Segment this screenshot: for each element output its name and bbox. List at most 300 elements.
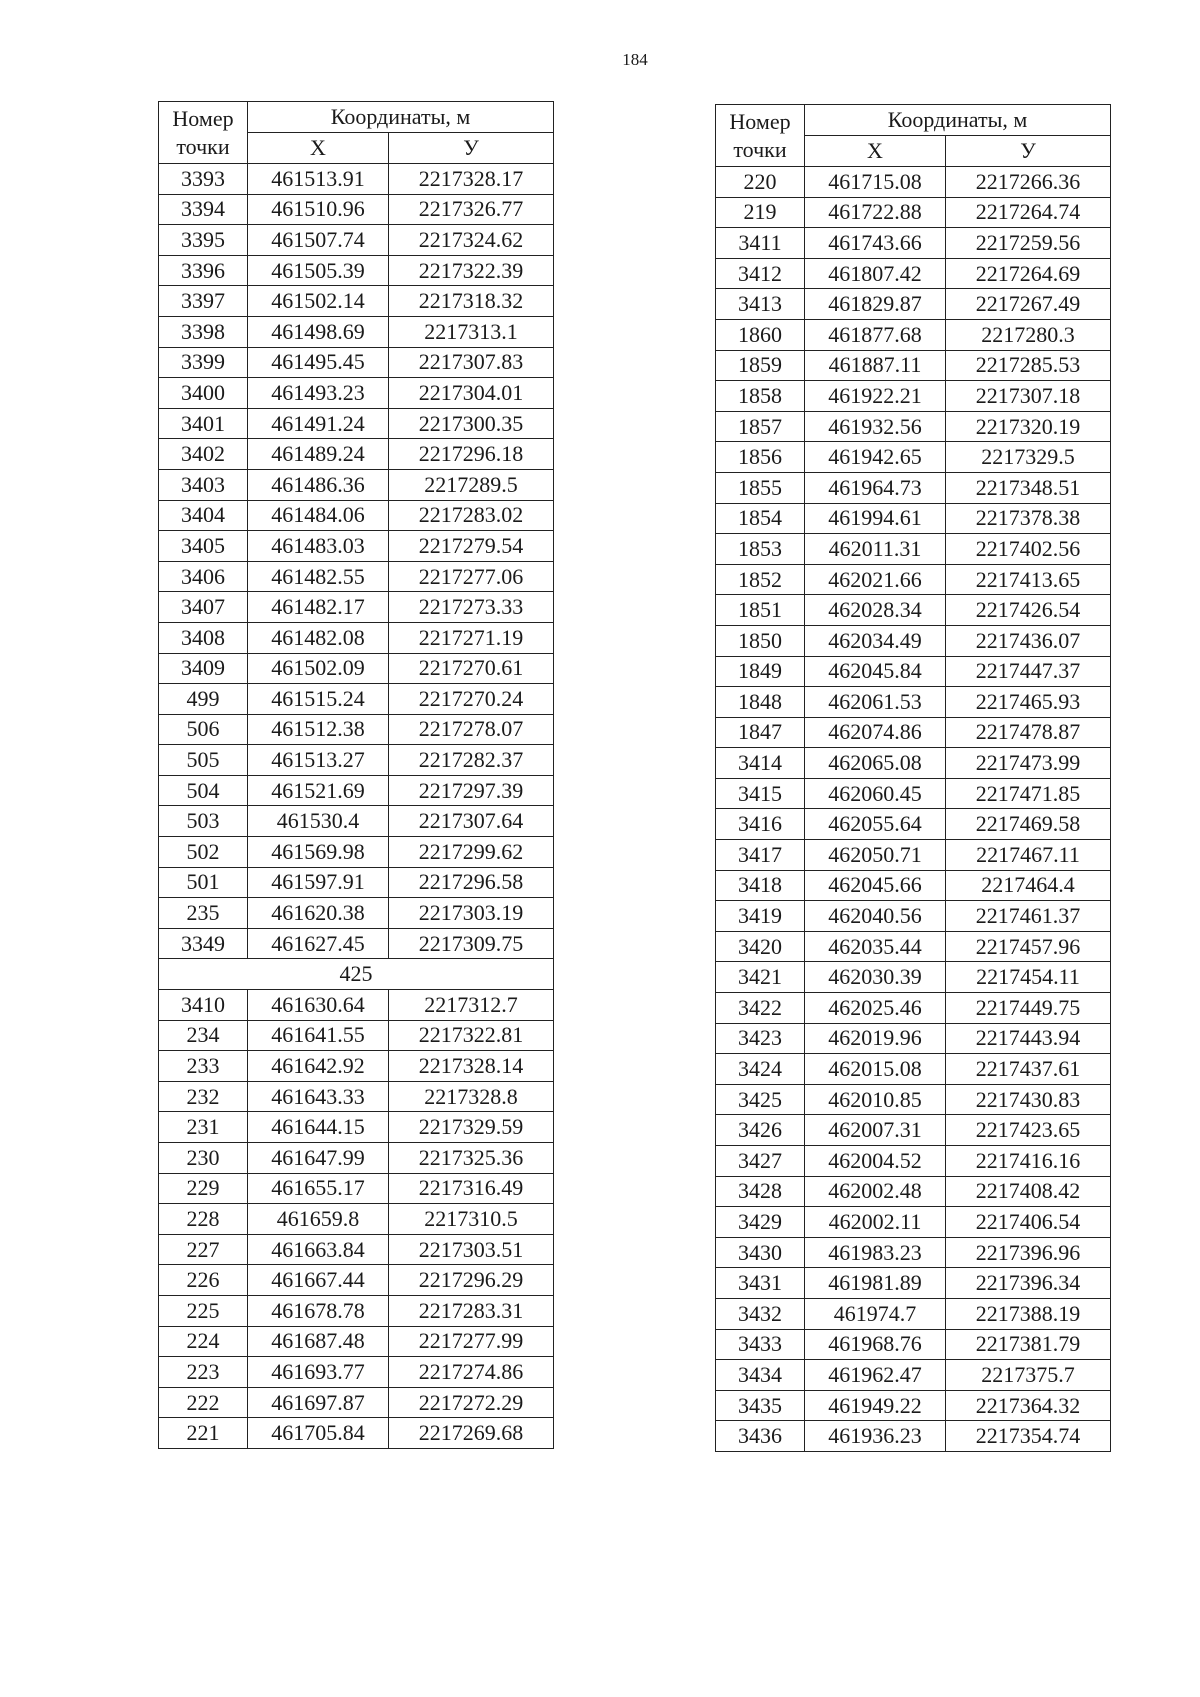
point-header-line2: точки: [733, 136, 787, 162]
y-coordinate-cell: 2217277.99: [389, 1326, 554, 1357]
point-number-cell: 231: [159, 1112, 248, 1143]
x-coordinate-cell: 462034.49: [805, 625, 946, 656]
table-row: [159, 561, 554, 592]
y-coordinate-cell: 2217272.29: [389, 1387, 554, 1418]
y-coordinate-cell: 2217296.58: [389, 867, 554, 898]
table-row: [716, 595, 1111, 626]
y-coordinate-cell: 2217447.37: [946, 656, 1111, 687]
x-coordinate-cell: 461936.23: [805, 1421, 946, 1452]
point-number-cell: 3430: [716, 1237, 805, 1268]
table-row: [716, 1023, 1111, 1054]
table-row: [159, 1387, 554, 1418]
table-row: [716, 1146, 1111, 1177]
y-coordinate-cell: 2217328.17: [389, 164, 554, 195]
x-coordinate-cell: 461498.69: [248, 316, 389, 347]
point-number-cell: 3423: [716, 1023, 805, 1054]
point-number-cell: 3418: [716, 870, 805, 901]
table-row: [716, 197, 1111, 228]
table-row: [716, 1298, 1111, 1329]
point-number-cell: 219: [716, 197, 805, 228]
table-row: [159, 775, 554, 806]
point-number-cell: 3435: [716, 1390, 805, 1421]
x-coordinate-cell: 462055.64: [805, 809, 946, 840]
point-number-cell: 3436: [716, 1421, 805, 1452]
x-coordinate-cell: 461642.92: [248, 1051, 389, 1082]
x-coordinate-cell: 461507.74: [248, 225, 389, 256]
y-coordinate-cell: 2217278.07: [389, 714, 554, 745]
x-coordinate-cell: 462025.46: [805, 993, 946, 1024]
point-number-cell: 3429: [716, 1207, 805, 1238]
table-row: [716, 748, 1111, 779]
y-coordinate-cell: 2217283.02: [389, 500, 554, 531]
x-coordinate-cell: 461530.4: [248, 806, 389, 837]
y-coordinate-cell: 2217443.94: [946, 1023, 1111, 1054]
table-row: [159, 316, 554, 347]
y-coordinate-cell: 2217316.49: [389, 1173, 554, 1204]
y-coordinate-cell: 2217280.3: [946, 319, 1111, 350]
y-coordinate-cell: 2217296.29: [389, 1265, 554, 1296]
point-number-cell: 226: [159, 1265, 248, 1296]
point-number-cell: 229: [159, 1173, 248, 1204]
table-row: [716, 656, 1111, 687]
point-number-cell: 3431: [716, 1268, 805, 1299]
x-coordinate-cell: 461510.96: [248, 194, 389, 225]
point-number-cell: 224: [159, 1326, 248, 1357]
table-row: [716, 1237, 1111, 1268]
point-number-cell: 3404: [159, 500, 248, 531]
table-row: [716, 870, 1111, 901]
y-coordinate-cell: 2217396.34: [946, 1268, 1111, 1299]
y-coordinate-cell: 2217300.35: [389, 408, 554, 439]
table-row: [159, 1418, 554, 1449]
point-number-cell: 221: [159, 1418, 248, 1449]
y-coordinate-cell: 2217307.83: [389, 347, 554, 378]
y-coordinate-cell: 2217408.42: [946, 1176, 1111, 1207]
y-coordinate-cell: 2217318.32: [389, 286, 554, 317]
table-row: [159, 347, 554, 378]
y-coordinate-cell: 2217354.74: [946, 1421, 1111, 1452]
x-coordinate-cell: 462074.86: [805, 717, 946, 748]
point-number-cell: 3410: [159, 990, 248, 1021]
x-coordinate-cell: 462040.56: [805, 901, 946, 932]
x-coordinate-cell: 462007.31: [805, 1115, 946, 1146]
table-row: [716, 687, 1111, 718]
table-row: [159, 653, 554, 684]
point-number-cell: 502: [159, 837, 248, 868]
y-coordinate-cell: 2217328.14: [389, 1051, 554, 1082]
point-header-line1: Номер: [729, 108, 791, 134]
y-coordinate-cell: 2217322.39: [389, 255, 554, 286]
point-number-cell: 501: [159, 867, 248, 898]
x-coordinate-cell: 461659.8: [248, 1204, 389, 1235]
x-coordinate-cell: 462002.48: [805, 1176, 946, 1207]
table-row: [159, 1081, 554, 1112]
y-coordinate-cell: 2217266.36: [946, 167, 1111, 198]
table-row: [716, 258, 1111, 289]
y-coordinate-cell: 2217406.54: [946, 1207, 1111, 1238]
table-row: [159, 592, 554, 623]
x-coordinate-cell: 461942.65: [805, 442, 946, 473]
point-number-cell: 3397: [159, 286, 248, 317]
y-coordinate-cell: 2217273.33: [389, 592, 554, 623]
table-row: [159, 286, 554, 317]
x-coordinate-cell: 461505.39: [248, 255, 389, 286]
table-row: [716, 993, 1111, 1024]
y-coordinate-cell: 2217464.4: [946, 870, 1111, 901]
table-row: [716, 1268, 1111, 1299]
x-coordinate-cell: 462030.39: [805, 962, 946, 993]
x-coordinate-cell: 462065.08: [805, 748, 946, 779]
coordinates-table-left: [158, 101, 554, 1449]
point-number-cell: 1854: [716, 503, 805, 534]
point-number-cell: 3395: [159, 225, 248, 256]
y-coordinate-cell: 2217388.19: [946, 1298, 1111, 1329]
point-number-cell: 3428: [716, 1176, 805, 1207]
x-coordinate-cell: 461974.7: [805, 1298, 946, 1329]
x-coordinate-cell: 461932.56: [805, 411, 946, 442]
table-row: [159, 1234, 554, 1265]
x-coordinate-cell: 461663.84: [248, 1234, 389, 1265]
y-coordinate-cell: 2217269.68: [389, 1418, 554, 1449]
y-coordinate-cell: 2217413.65: [946, 564, 1111, 595]
x-coordinate-cell: 462028.34: [805, 595, 946, 626]
point-number-header: [716, 105, 805, 167]
table-row: [716, 1390, 1111, 1421]
x-coordinate-cell: 462045.66: [805, 870, 946, 901]
point-number-cell: 1848: [716, 687, 805, 718]
point-number-cell: 3413: [716, 289, 805, 320]
x-coordinate-cell: 461502.09: [248, 653, 389, 684]
table-row: [716, 442, 1111, 473]
table-row: [159, 1143, 554, 1174]
x-coordinate-cell: 462045.84: [805, 656, 946, 687]
x-coordinate-cell: 461829.87: [805, 289, 946, 320]
point-number-cell: 3434: [716, 1360, 805, 1391]
table-row: [159, 745, 554, 776]
point-number-cell: 3402: [159, 439, 248, 470]
table-row: [716, 350, 1111, 381]
x-coordinate-cell: 461515.24: [248, 684, 389, 715]
point-number-cell: 3433: [716, 1329, 805, 1360]
y-coordinate-cell: 2217457.96: [946, 931, 1111, 962]
x-coordinate-cell: 461482.55: [248, 561, 389, 592]
y-coordinate-cell: 2217461.37: [946, 901, 1111, 932]
x-coordinate-cell: 461994.61: [805, 503, 946, 534]
point-number-cell: 1858: [716, 381, 805, 412]
point-number-cell: 1850: [716, 625, 805, 656]
point-number-cell: 3400: [159, 378, 248, 409]
point-number-cell: 3394: [159, 194, 248, 225]
y-coordinate-cell: 2217436.07: [946, 625, 1111, 656]
point-number-cell: 3417: [716, 840, 805, 871]
x-coordinate-cell: 461512.38: [248, 714, 389, 745]
point-number-cell: 3396: [159, 255, 248, 286]
table-row: [716, 167, 1111, 198]
point-number-cell: 3408: [159, 622, 248, 653]
x-coordinate-cell: 461489.24: [248, 439, 389, 470]
point-number-cell: 1859: [716, 350, 805, 381]
y-coordinate-cell: 2217289.5: [389, 469, 554, 500]
x-coordinate-cell: 461715.08: [805, 167, 946, 198]
table-row: [716, 289, 1111, 320]
point-number-cell: 225: [159, 1295, 248, 1326]
table-row: [716, 778, 1111, 809]
point-number-cell: 505: [159, 745, 248, 776]
y-coordinate-cell: 2217449.75: [946, 993, 1111, 1024]
point-number-cell: 1855: [716, 472, 805, 503]
table-row: [159, 990, 554, 1021]
table-row: [159, 928, 554, 959]
y-coordinate-cell: 2217264.69: [946, 258, 1111, 289]
x-coordinate-cell: 461491.24: [248, 408, 389, 439]
table-row: [716, 319, 1111, 350]
x-coordinate-cell: 461922.21: [805, 381, 946, 412]
x-coordinate-cell: 461697.87: [248, 1387, 389, 1418]
coordinates-header: Координаты, м: [248, 102, 554, 133]
point-number-cell: 1857: [716, 411, 805, 442]
point-number-cell: 3401: [159, 408, 248, 439]
table-row: [159, 1020, 554, 1051]
y-coordinate-cell: 2217310.5: [389, 1204, 554, 1235]
point-number-cell: 233: [159, 1051, 248, 1082]
y-coordinate-cell: 2217467.11: [946, 840, 1111, 871]
x-coordinate-cell: 461678.78: [248, 1295, 389, 1326]
y-coordinate-cell: 2217478.87: [946, 717, 1111, 748]
point-number-cell: 1849: [716, 656, 805, 687]
y-coordinate-cell: 2217296.18: [389, 439, 554, 470]
x-coordinate-cell: 461722.88: [805, 197, 946, 228]
point-number-cell: 3399: [159, 347, 248, 378]
point-number-cell: 3427: [716, 1146, 805, 1177]
point-number-cell: 1856: [716, 442, 805, 473]
point-header-line1: Номер: [172, 105, 234, 131]
y-coordinate-cell: 2217282.37: [389, 745, 554, 776]
point-number-cell: 3405: [159, 531, 248, 562]
table-row: [159, 1204, 554, 1235]
point-number-cell: 223: [159, 1357, 248, 1388]
point-number-cell: 234: [159, 1020, 248, 1051]
point-header-line2: точки: [176, 133, 230, 159]
page-number: 184: [622, 50, 648, 69]
x-coordinate-cell: 462002.11: [805, 1207, 946, 1238]
x-coordinate-cell: 461486.36: [248, 469, 389, 500]
point-number-cell: 220: [716, 167, 805, 198]
x-coordinate-cell: 461981.89: [805, 1268, 946, 1299]
point-number-cell: 230: [159, 1143, 248, 1174]
point-number-cell: 3393: [159, 164, 248, 195]
point-number-cell: 506: [159, 714, 248, 745]
y-coordinate-cell: 2217304.01: [389, 378, 554, 409]
table-row: [159, 164, 554, 195]
table-row: [159, 714, 554, 745]
table-row: [716, 809, 1111, 840]
x-coordinate-cell: 461521.69: [248, 775, 389, 806]
y-coordinate-cell: 2217325.36: [389, 1143, 554, 1174]
table-row: [716, 381, 1111, 412]
table-row: [716, 840, 1111, 871]
y-coordinate-cell: 2217277.06: [389, 561, 554, 592]
y-coordinate-cell: 2217274.86: [389, 1357, 554, 1388]
y-coordinate-cell: 2217378.38: [946, 503, 1111, 534]
table-row: [159, 1265, 554, 1296]
x-coordinate-cell: 461482.08: [248, 622, 389, 653]
x-coordinate-cell: 461493.23: [248, 378, 389, 409]
y-coordinate-cell: 2217329.59: [389, 1112, 554, 1143]
y-coordinate-cell: 2217469.58: [946, 809, 1111, 840]
y-header: У: [389, 133, 554, 164]
y-coordinate-cell: 2217271.19: [389, 622, 554, 653]
y-coordinate-cell: 2217309.75: [389, 928, 554, 959]
x-coordinate-cell: 461627.45: [248, 928, 389, 959]
table-row: [159, 1357, 554, 1388]
table-row: [716, 1360, 1111, 1391]
table-row: [159, 1112, 554, 1143]
y-coordinate-cell: 2217322.81: [389, 1020, 554, 1051]
x-coordinate-cell: 461569.98: [248, 837, 389, 868]
table-row: [716, 1054, 1111, 1085]
point-number-cell: 3412: [716, 258, 805, 289]
table-row: [159, 898, 554, 929]
table-row: [716, 1115, 1111, 1146]
x-coordinate-cell: 461887.11: [805, 350, 946, 381]
table-row: [159, 1295, 554, 1326]
point-number-cell: 1860: [716, 319, 805, 350]
point-number-cell: 1853: [716, 534, 805, 565]
table-row: [716, 1176, 1111, 1207]
coordinates-header: Координаты, м: [805, 105, 1111, 136]
y-coordinate-cell: 2217320.19: [946, 411, 1111, 442]
table-row: [159, 378, 554, 409]
point-number-cell: 228: [159, 1204, 248, 1235]
x-coordinate-cell: 461513.91: [248, 164, 389, 195]
x-coordinate-cell: 461641.55: [248, 1020, 389, 1051]
point-number-cell: 3411: [716, 228, 805, 259]
table-row: [716, 1329, 1111, 1360]
y-coordinate-cell: 2217375.7: [946, 1360, 1111, 1391]
y-coordinate-cell: 2217324.62: [389, 225, 554, 256]
y-coordinate-cell: 2217283.31: [389, 1295, 554, 1326]
y-coordinate-cell: 2217326.77: [389, 194, 554, 225]
y-coordinate-cell: 2217267.49: [946, 289, 1111, 320]
table-row: [716, 962, 1111, 993]
coordinates-table-right: [715, 104, 1111, 1452]
y-coordinate-cell: 2217465.93: [946, 687, 1111, 718]
point-number-cell: 232: [159, 1081, 248, 1112]
y-coordinate-cell: 2217396.96: [946, 1237, 1111, 1268]
y-coordinate-cell: 2217471.85: [946, 778, 1111, 809]
point-number-cell: 3414: [716, 748, 805, 779]
x-coordinate-cell: 461693.77: [248, 1357, 389, 1388]
y-coordinate-cell: 2217437.61: [946, 1054, 1111, 1085]
point-number-cell: 3415: [716, 778, 805, 809]
point-number-cell: 1847: [716, 717, 805, 748]
y-coordinate-cell: 2217285.53: [946, 350, 1111, 381]
x-coordinate-cell: 462060.45: [805, 778, 946, 809]
point-number-header: [159, 102, 248, 164]
table-row: [159, 684, 554, 715]
y-coordinate-cell: 2217364.32: [946, 1390, 1111, 1421]
x-coordinate-cell: 461647.99: [248, 1143, 389, 1174]
table-row: [159, 531, 554, 562]
y-coordinate-cell: 2217381.79: [946, 1329, 1111, 1360]
table-row: [716, 564, 1111, 595]
x-coordinate-cell: 461620.38: [248, 898, 389, 929]
point-number-cell: 499: [159, 684, 248, 715]
table-body-left: [159, 164, 554, 1449]
table-row: [716, 1084, 1111, 1115]
table-row: [159, 439, 554, 470]
x-coordinate-cell: 462010.85: [805, 1084, 946, 1115]
y-coordinate-cell: 2217313.1: [389, 316, 554, 347]
y-coordinate-cell: 2217307.18: [946, 381, 1111, 412]
table-row: [716, 503, 1111, 534]
x-coordinate-cell: 461949.22: [805, 1390, 946, 1421]
table-row: [159, 225, 554, 256]
point-number-cell: 3426: [716, 1115, 805, 1146]
table-row: [716, 1421, 1111, 1452]
section-row: [159, 959, 554, 990]
table-row: [159, 867, 554, 898]
x-coordinate-cell: 462004.52: [805, 1146, 946, 1177]
table-row: [716, 472, 1111, 503]
x-coordinate-cell: 461807.42: [805, 258, 946, 289]
x-coordinate-cell: 462011.31: [805, 534, 946, 565]
table-row: [716, 1207, 1111, 1238]
x-coordinate-cell: 462019.96: [805, 1023, 946, 1054]
table-row: [716, 931, 1111, 962]
table-row: [159, 500, 554, 531]
x-coordinate-cell: 462061.53: [805, 687, 946, 718]
point-number-cell: 504: [159, 775, 248, 806]
table-row: [716, 717, 1111, 748]
point-number-cell: 3407: [159, 592, 248, 623]
x-coordinate-cell: 461743.66: [805, 228, 946, 259]
table-row: [716, 228, 1111, 259]
table-row: [159, 469, 554, 500]
x-coordinate-cell: 461484.06: [248, 500, 389, 531]
section-label: 425: [159, 959, 554, 990]
point-number-cell: 3406: [159, 561, 248, 592]
y-coordinate-cell: 2217328.8: [389, 1081, 554, 1112]
point-number-cell: 1851: [716, 595, 805, 626]
point-number-cell: 3432: [716, 1298, 805, 1329]
x-coordinate-cell: 461687.48: [248, 1326, 389, 1357]
point-number-cell: 235: [159, 898, 248, 929]
table-row: [716, 901, 1111, 932]
y-coordinate-cell: 2217423.65: [946, 1115, 1111, 1146]
point-number-cell: 222: [159, 1387, 248, 1418]
table-row: [159, 194, 554, 225]
y-coordinate-cell: 2217270.24: [389, 684, 554, 715]
table-row: [159, 255, 554, 286]
table-row: [159, 1051, 554, 1082]
x-coordinate-cell: 461962.47: [805, 1360, 946, 1391]
y-coordinate-cell: 2217473.99: [946, 748, 1111, 779]
y-header: У: [946, 136, 1111, 167]
table-row: [159, 622, 554, 653]
point-number-cell: 3421: [716, 962, 805, 993]
table-row: [159, 1173, 554, 1204]
y-coordinate-cell: 2217426.54: [946, 595, 1111, 626]
y-coordinate-cell: 2217329.5: [946, 442, 1111, 473]
x-coordinate-cell: 462035.44: [805, 931, 946, 962]
table-row: [159, 1326, 554, 1357]
x-header: Х: [248, 133, 389, 164]
y-coordinate-cell: 2217312.7: [389, 990, 554, 1021]
y-coordinate-cell: 2217454.11: [946, 962, 1111, 993]
x-coordinate-cell: 461667.44: [248, 1265, 389, 1296]
point-number-cell: 227: [159, 1234, 248, 1265]
